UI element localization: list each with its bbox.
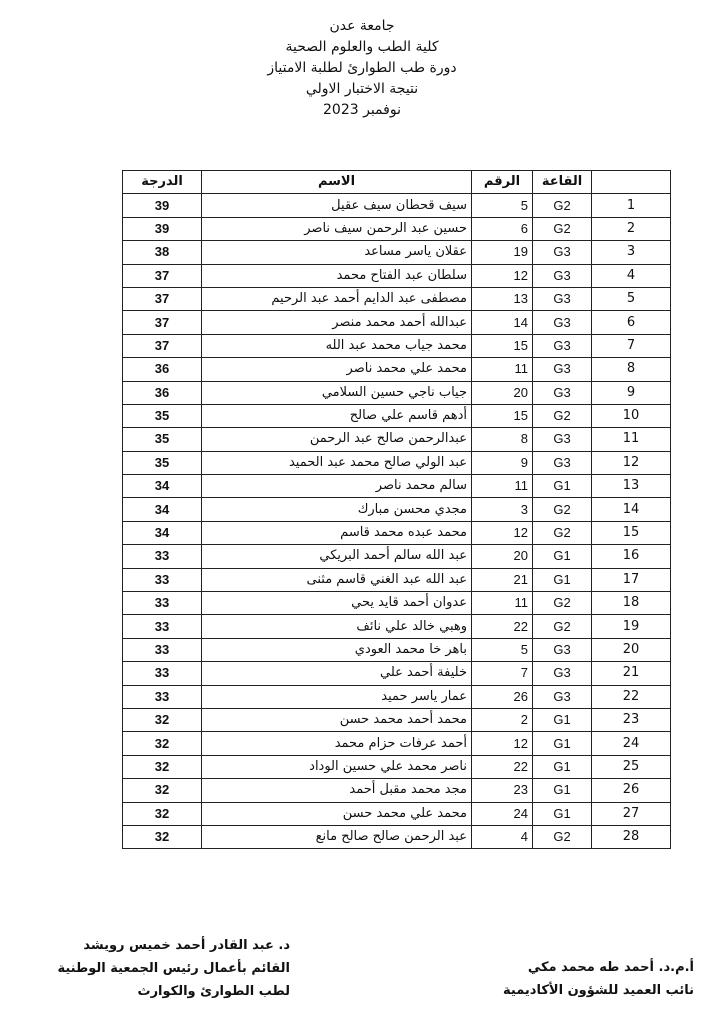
cell-index: 6 bbox=[592, 311, 671, 334]
signature-association-head bbox=[50, 934, 290, 1003]
cell-grade: 32 bbox=[123, 779, 202, 802]
table-row bbox=[123, 521, 671, 544]
cell-grade: 32 bbox=[123, 802, 202, 825]
cell-hall: G1 bbox=[533, 732, 592, 755]
cell-hall: G1 bbox=[533, 755, 592, 778]
cell-name: مصطفى عبد الدايم أحمد عبد الرحيم bbox=[202, 287, 472, 310]
cell-name: أدهم قاسم علي صالح bbox=[202, 404, 472, 427]
cell-index: 11 bbox=[592, 428, 671, 451]
cell-hall: G1 bbox=[533, 475, 592, 498]
cell-number: 14 bbox=[472, 311, 533, 334]
cell-grade: 32 bbox=[123, 732, 202, 755]
cell-name: محمد علي محمد ناصر bbox=[202, 358, 472, 381]
table-row bbox=[123, 287, 671, 310]
cell-index: 18 bbox=[592, 592, 671, 615]
cell-index: 17 bbox=[592, 568, 671, 591]
cell-number: 5 bbox=[472, 194, 533, 217]
cell-grade: 39 bbox=[123, 194, 202, 217]
cell-hall: G3 bbox=[533, 662, 592, 685]
cell-grade: 33 bbox=[123, 615, 202, 638]
cell-index: 24 bbox=[592, 732, 671, 755]
cell-name: أحمد عرفات حزام محمد bbox=[202, 732, 472, 755]
cell-hall: G2 bbox=[533, 498, 592, 521]
cell-grade: 33 bbox=[123, 662, 202, 685]
cell-index: 7 bbox=[592, 334, 671, 357]
cell-grade: 32 bbox=[123, 708, 202, 731]
cell-number: 19 bbox=[472, 241, 533, 264]
cell-grade: 35 bbox=[123, 404, 202, 427]
table-row bbox=[123, 732, 671, 755]
course-name: دورة طب الطوارئ لطلبة الامتياز bbox=[267, 60, 457, 76]
cell-number: 2 bbox=[472, 708, 533, 731]
cell-hall: G2 bbox=[533, 404, 592, 427]
cell-grade: 33 bbox=[123, 545, 202, 568]
table-row bbox=[123, 451, 671, 474]
cell-index: 10 bbox=[592, 404, 671, 427]
table-row bbox=[123, 708, 671, 731]
cell-index: 9 bbox=[592, 381, 671, 404]
table-row bbox=[123, 264, 671, 287]
cell-grade: 36 bbox=[123, 358, 202, 381]
cell-hall: G1 bbox=[533, 568, 592, 591]
cell-grade: 34 bbox=[123, 475, 202, 498]
cell-number: 24 bbox=[472, 802, 533, 825]
cell-grade: 33 bbox=[123, 568, 202, 591]
cell-number: 9 bbox=[472, 451, 533, 474]
table-row bbox=[123, 755, 671, 778]
table-row bbox=[123, 685, 671, 708]
table-row bbox=[123, 615, 671, 638]
signature-vice-dean bbox=[434, 956, 694, 1002]
table-row bbox=[123, 498, 671, 521]
cell-index: 2 bbox=[592, 217, 671, 240]
cell-number: 15 bbox=[472, 334, 533, 357]
cell-number: 20 bbox=[472, 545, 533, 568]
cell-hall: G3 bbox=[533, 381, 592, 404]
cell-name: جياب ناجي حسين السلامي bbox=[202, 381, 472, 404]
cell-grade: 37 bbox=[123, 287, 202, 310]
table-row bbox=[123, 592, 671, 615]
cell-grade: 33 bbox=[123, 638, 202, 661]
cell-number: 26 bbox=[472, 685, 533, 708]
cell-index: 5 bbox=[592, 287, 671, 310]
table-row bbox=[123, 241, 671, 264]
cell-name: سيف قحطان سيف عقيل bbox=[202, 194, 472, 217]
results-table bbox=[122, 170, 671, 849]
cell-number: 13 bbox=[472, 287, 533, 310]
cell-grade: 39 bbox=[123, 217, 202, 240]
cell-name: مجدي محسن مبارك bbox=[202, 498, 472, 521]
cell-number: 5 bbox=[472, 638, 533, 661]
cell-name: عبدالرحمن صالح عبد الرحمن bbox=[202, 428, 472, 451]
cell-name: مجد محمد مقبل أحمد bbox=[202, 779, 472, 802]
cell-grade: 33 bbox=[123, 685, 202, 708]
cell-number: 11 bbox=[472, 592, 533, 615]
cell-index: 15 bbox=[592, 521, 671, 544]
cell-hall: G2 bbox=[533, 521, 592, 544]
column-header-index bbox=[592, 171, 671, 194]
cell-number: 22 bbox=[472, 615, 533, 638]
cell-index: 20 bbox=[592, 638, 671, 661]
cell-index: 14 bbox=[592, 498, 671, 521]
document-header bbox=[0, 16, 724, 121]
cell-name: عبد الرحمن صالح صالح مانع bbox=[202, 825, 472, 848]
cell-index: 28 bbox=[592, 825, 671, 848]
column-header-grade: الدرجة bbox=[123, 171, 202, 194]
column-header-hall: القاعة bbox=[533, 171, 592, 194]
table-row bbox=[123, 311, 671, 334]
table-row bbox=[123, 568, 671, 591]
cell-hall: G2 bbox=[533, 592, 592, 615]
signature-title-line2: لطب الطوارئ والكوارث bbox=[137, 984, 290, 999]
cell-name: محمد علي محمد حسن bbox=[202, 802, 472, 825]
cell-name: حسين عبد الرحمن سيف ناصر bbox=[202, 217, 472, 240]
table-row bbox=[123, 217, 671, 240]
cell-hall: G1 bbox=[533, 802, 592, 825]
cell-number: 15 bbox=[472, 404, 533, 427]
cell-grade: 36 bbox=[123, 381, 202, 404]
cell-hall: G3 bbox=[533, 638, 592, 661]
table-row bbox=[123, 545, 671, 568]
cell-hall: G3 bbox=[533, 264, 592, 287]
signature-name: د. عبد القادر أحمد خميس رويشد bbox=[83, 938, 290, 953]
cell-name: سلطان عبد الفتاح محمد bbox=[202, 264, 472, 287]
cell-number: 7 bbox=[472, 662, 533, 685]
cell-hall: G3 bbox=[533, 428, 592, 451]
cell-name: عبد الله سالم أحمد البريكي bbox=[202, 545, 472, 568]
cell-index: 16 bbox=[592, 545, 671, 568]
cell-hall: G2 bbox=[533, 217, 592, 240]
cell-index: 25 bbox=[592, 755, 671, 778]
document-date: نوفمبر 2023 bbox=[323, 102, 401, 118]
cell-index: 13 bbox=[592, 475, 671, 498]
cell-index: 27 bbox=[592, 802, 671, 825]
table-row bbox=[123, 802, 671, 825]
cell-grade: 35 bbox=[123, 428, 202, 451]
faculty-name: كلية الطب والعلوم الصحية bbox=[285, 39, 439, 55]
cell-hall: G3 bbox=[533, 334, 592, 357]
cell-index: 3 bbox=[592, 241, 671, 264]
cell-index: 4 bbox=[592, 264, 671, 287]
cell-grade: 37 bbox=[123, 264, 202, 287]
cell-name: وهبي خالد علي نائف bbox=[202, 615, 472, 638]
cell-index: 8 bbox=[592, 358, 671, 381]
university-name: جامعة عدن bbox=[329, 18, 395, 34]
cell-name: عبد الله عبد الغني قاسم مثنى bbox=[202, 568, 472, 591]
signature-title: نائب العميد للشؤون الأكاديمية bbox=[503, 983, 694, 998]
table-row bbox=[123, 475, 671, 498]
cell-number: 4 bbox=[472, 825, 533, 848]
cell-index: 23 bbox=[592, 708, 671, 731]
cell-name: محمد أحمد محمد حسن bbox=[202, 708, 472, 731]
table-row bbox=[123, 638, 671, 661]
table-row bbox=[123, 358, 671, 381]
cell-index: 21 bbox=[592, 662, 671, 685]
cell-name: عبدالله أحمد محمد منصر bbox=[202, 311, 472, 334]
cell-name: ناصر محمد علي حسين الوداد bbox=[202, 755, 472, 778]
column-header-number: الرقم bbox=[472, 171, 533, 194]
cell-number: 23 bbox=[472, 779, 533, 802]
cell-hall: G1 bbox=[533, 779, 592, 802]
table-row bbox=[123, 825, 671, 848]
cell-name: باهر خا محمد العودي bbox=[202, 638, 472, 661]
cell-name: محمد جياب محمد عبد الله bbox=[202, 334, 472, 357]
cell-index: 26 bbox=[592, 779, 671, 802]
cell-hall: G3 bbox=[533, 685, 592, 708]
result-title: نتيجة الاختبار الاولي bbox=[305, 81, 419, 97]
cell-name: عمار ياسر حميد bbox=[202, 685, 472, 708]
table-row bbox=[123, 662, 671, 685]
cell-hall: G1 bbox=[533, 708, 592, 731]
cell-grade: 34 bbox=[123, 498, 202, 521]
cell-name: سالم محمد ناصر bbox=[202, 475, 472, 498]
cell-number: 22 bbox=[472, 755, 533, 778]
table-row bbox=[123, 381, 671, 404]
cell-number: 21 bbox=[472, 568, 533, 591]
cell-number: 12 bbox=[472, 732, 533, 755]
table-header-row bbox=[123, 171, 671, 194]
cell-index: 22 bbox=[592, 685, 671, 708]
cell-hall: G2 bbox=[533, 825, 592, 848]
cell-grade: 34 bbox=[123, 521, 202, 544]
cell-hall: G3 bbox=[533, 287, 592, 310]
cell-grade: 37 bbox=[123, 334, 202, 357]
cell-hall: G3 bbox=[533, 451, 592, 474]
cell-index: 1 bbox=[592, 194, 671, 217]
cell-number: 8 bbox=[472, 428, 533, 451]
table-row bbox=[123, 404, 671, 427]
cell-hall: G3 bbox=[533, 358, 592, 381]
table-row bbox=[123, 428, 671, 451]
cell-number: 11 bbox=[472, 475, 533, 498]
cell-grade: 32 bbox=[123, 825, 202, 848]
table-row bbox=[123, 779, 671, 802]
table-body bbox=[123, 194, 671, 849]
cell-hall: G2 bbox=[533, 194, 592, 217]
cell-grade: 38 bbox=[123, 241, 202, 264]
cell-number: 12 bbox=[472, 521, 533, 544]
cell-index: 12 bbox=[592, 451, 671, 474]
cell-grade: 37 bbox=[123, 311, 202, 334]
cell-number: 20 bbox=[472, 381, 533, 404]
cell-hall: G1 bbox=[533, 545, 592, 568]
cell-number: 12 bbox=[472, 264, 533, 287]
cell-number: 3 bbox=[472, 498, 533, 521]
cell-name: عبد الولي صالح محمد عبد الحميد bbox=[202, 451, 472, 474]
cell-name: عقلان ياسر مساعد bbox=[202, 241, 472, 264]
signature-name: أ.م.د. أحمد طه محمد مكي bbox=[527, 960, 694, 975]
cell-hall: G2 bbox=[533, 615, 592, 638]
cell-index: 19 bbox=[592, 615, 671, 638]
cell-hall: G3 bbox=[533, 241, 592, 264]
cell-grade: 35 bbox=[123, 451, 202, 474]
cell-number: 6 bbox=[472, 217, 533, 240]
signature-title-line1: القائم بأعمال رئيس الجمعية الوطنية bbox=[57, 961, 290, 976]
cell-name: خليفة أحمد علي bbox=[202, 662, 472, 685]
column-header-name: الاسم bbox=[202, 171, 472, 194]
cell-name: محمد عبده محمد قاسم bbox=[202, 521, 472, 544]
cell-name: عدوان أحمد قايد يحي bbox=[202, 592, 472, 615]
table-row bbox=[123, 194, 671, 217]
table-row bbox=[123, 334, 671, 357]
cell-hall: G3 bbox=[533, 311, 592, 334]
cell-number: 11 bbox=[472, 358, 533, 381]
cell-grade: 32 bbox=[123, 755, 202, 778]
cell-grade: 33 bbox=[123, 592, 202, 615]
